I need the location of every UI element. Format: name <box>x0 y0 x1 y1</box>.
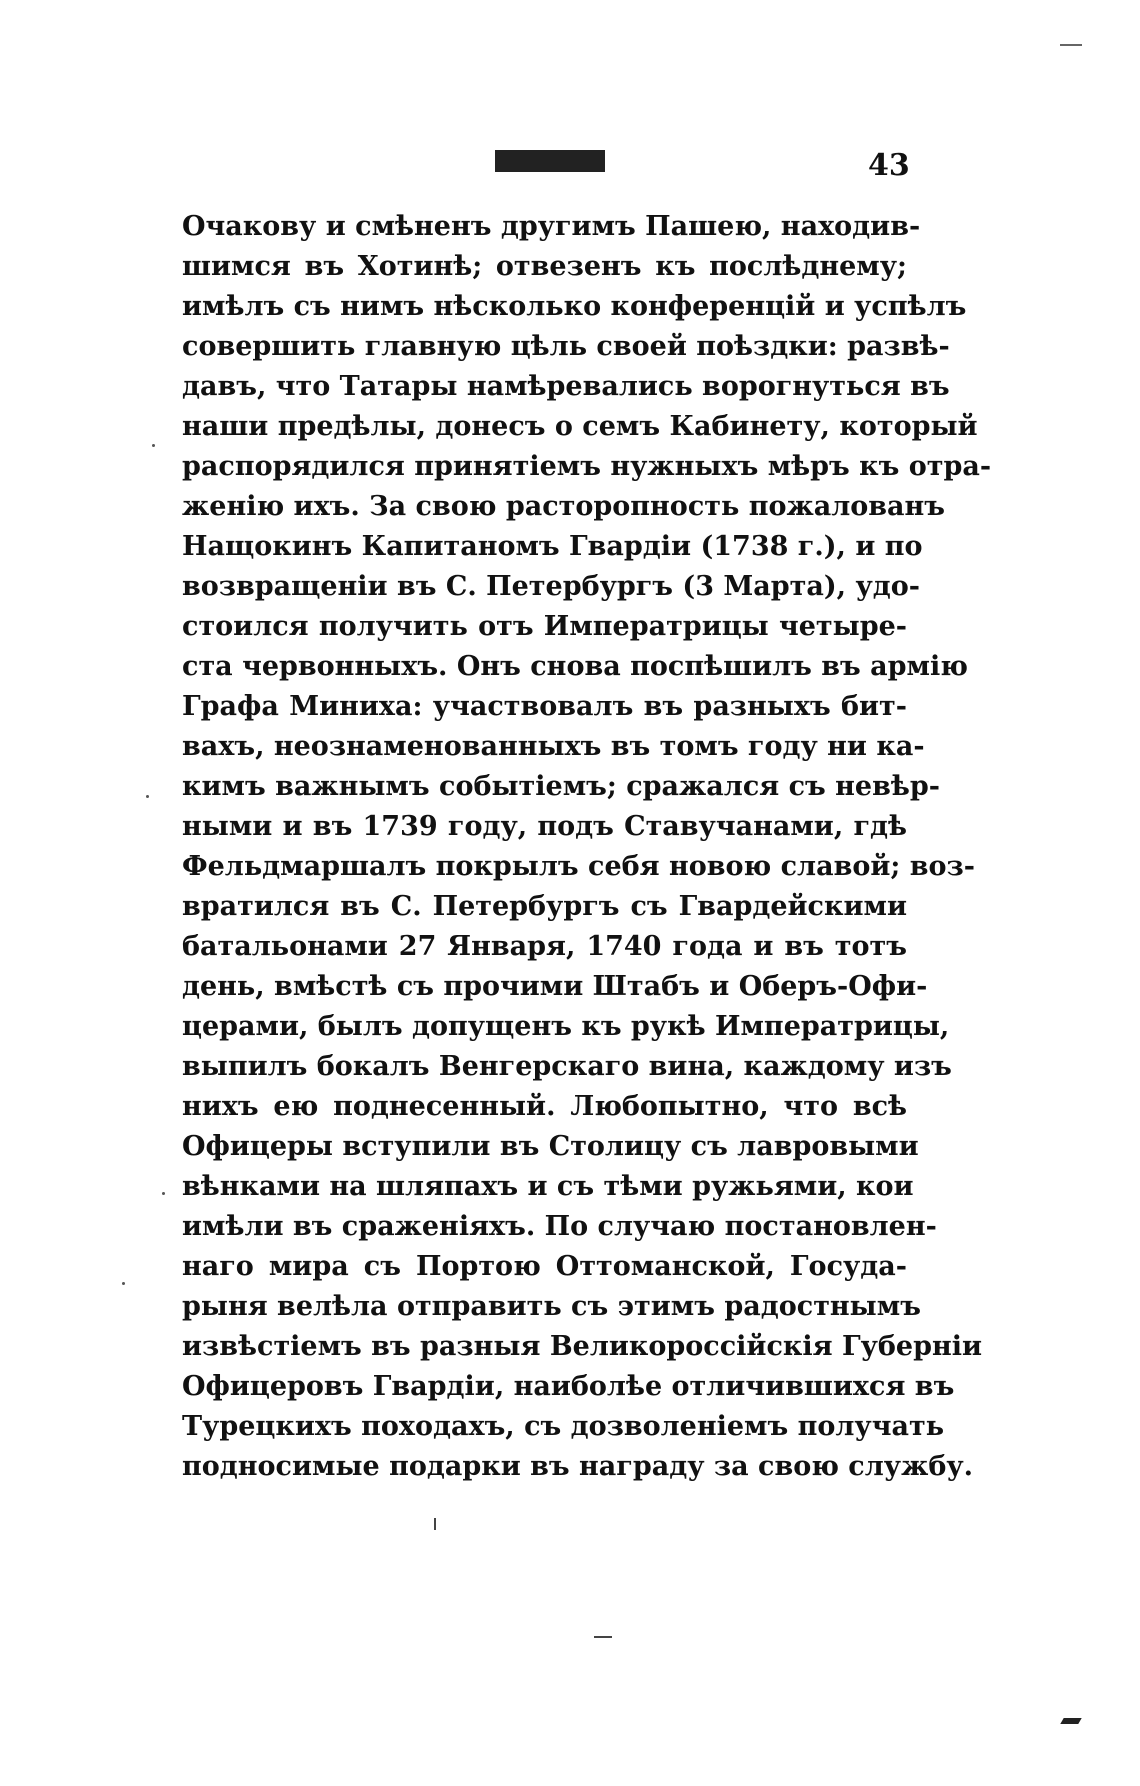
text-line: имѣлъ съ нимъ нѣсколько конференцій и успѣлъ <box>182 291 967 322</box>
text-line: имѣли въ сраженіяхъ. По случаю постановлен- <box>182 1211 937 1242</box>
text-line: день, вмѣстѣ съ прочими Штабъ и Оберъ-Офи- <box>182 971 928 1002</box>
text-line: ными и въ 1739 году, подъ Ставучанами, гдѣ <box>182 811 907 842</box>
text-line: рыня велѣла отправить съ этимъ радостнымъ <box>182 1291 921 1322</box>
text-line: ста червонныхъ. Онъ снова поспѣшилъ въ армію <box>182 651 968 682</box>
scan-mark <box>1060 44 1082 46</box>
running-head <box>495 150 605 172</box>
text-line: вѣнками на шляпахъ и съ тѣми ружьями, кои <box>182 1171 914 1202</box>
text-line: Графа Миниха: участвовалъ въ разныхъ бит- <box>182 691 907 722</box>
scan-speck <box>146 795 149 798</box>
text-line: подносимые подарки въ награду за свою службу. <box>182 1451 974 1482</box>
text-line: батальонами 27 Января, 1740 года и въ тотъ <box>182 931 907 962</box>
scan-speck <box>152 444 155 447</box>
text-line: Очакову и смѣненъ другимъ Пашею, находив- <box>182 211 921 242</box>
text-line: Нащокинъ Капитаномъ Гвардіи (1738 г.), и по <box>182 531 923 562</box>
text-line: наши предѣлы, донесъ о семъ Кабинету, который <box>182 411 978 442</box>
text-line: давъ, что Татары намѣревались ворогнуться въ <box>182 371 950 402</box>
page-number: 43 <box>868 148 910 183</box>
scan-mark <box>434 1518 436 1530</box>
scan-speck <box>122 1282 125 1285</box>
text-line: распорядился принятіемъ нужныхъ мѣръ къ отра- <box>182 451 992 482</box>
scan-mark <box>594 1636 612 1638</box>
text-line: извѣстіемъ въ разныя Великороссійскія Губерніи <box>182 1331 983 1362</box>
text-line: церами, былъ допущенъ къ рукѣ Императрицы, <box>182 1011 950 1042</box>
text-line: женію ихъ. За свою расторопность пожалованъ <box>182 491 946 522</box>
text-line: шимся въ Хотинѣ; отвезенъ къ послѣднему; <box>182 251 907 282</box>
text-line: вратился въ С. Петербургъ съ Гвардейскими <box>182 891 907 922</box>
scan-speck <box>162 1192 165 1195</box>
text-line: Офицеровъ Гвардіи, наиболѣе отличившихся въ <box>182 1371 955 1402</box>
text-line: нихъ ею поднесенный. Любопытно, что всѣ <box>182 1091 907 1122</box>
text-line: кимъ важнымъ событіемъ; сражался съ невѣр- <box>182 771 940 802</box>
text-line: Офицеры вступили въ Столицу съ лавровыми <box>182 1131 919 1162</box>
text-line: возвращеніи въ С. Петербургъ (3 Марта), удо- <box>182 571 920 602</box>
text-line: Фельдмаршалъ покрылъ себя новою славой; воз- <box>182 851 975 882</box>
text-line: совершить главную цѣль своей поѣздки: развѣ- <box>182 331 950 362</box>
body-text <box>182 207 992 1487</box>
text-line: выпилъ бокалъ Венгерскаго вина, каждому изъ <box>182 1051 952 1082</box>
text-line: наго мира съ Портою Оттоманской, Госуда- <box>182 1251 907 1282</box>
text-line: стоился получить отъ Императрицы четыре- <box>182 611 907 642</box>
text-line: вахъ, неознаменованныхъ въ томъ году ни ка- <box>182 731 925 762</box>
text-line: Турецкихъ походахъ, съ дозволеніемъ получать <box>182 1411 945 1442</box>
scan-mark <box>1060 1718 1081 1724</box>
